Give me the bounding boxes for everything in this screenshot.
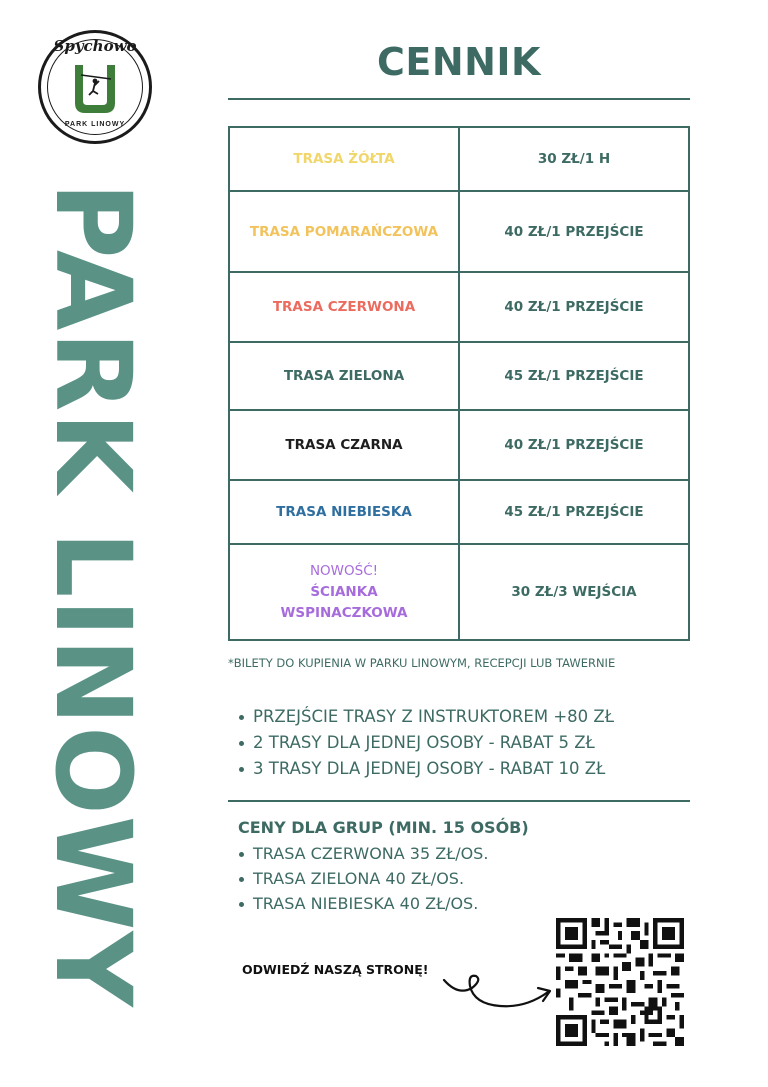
route-name — [230, 545, 460, 639]
route-price: 45 ZŁ/1 PRZEJŚCIE — [504, 504, 644, 520]
route-price: 30 ZŁ/3 WEJŚCIA — [511, 584, 637, 600]
title-divider — [228, 98, 690, 100]
table-row — [230, 481, 688, 545]
table-row — [230, 273, 688, 343]
list-item: 2 TRASY DLA JEDNEJ OSOBY - RABAT 5 ZŁ — [238, 730, 614, 756]
route-name: TRASA CZERWONA — [230, 273, 460, 341]
park-logo — [38, 30, 152, 144]
route-name: TRASA ZIELONA — [230, 343, 460, 409]
route-price: 40 ZŁ/1 PRZEJŚCIE — [504, 223, 644, 240]
route-price: 40 ZŁ/1 PRZEJŚCIE — [504, 437, 644, 453]
route-name: TRASA NIEBIESKA — [230, 481, 460, 543]
new-badge: NOWOŚĆ! — [309, 562, 379, 579]
arrow-icon — [440, 972, 556, 1018]
page-title: CENNIK — [376, 40, 542, 84]
footnote: *BILETY DO KUPIENIA W PARKU LINOWYM, RECEPCJI LUB TAWERNIE — [228, 656, 616, 670]
route-price: 30 ZŁ/1 H — [537, 151, 611, 167]
list-item: 3 TRASY DLA JEDNEJ OSOBY - RABAT 10 ZŁ — [238, 756, 614, 782]
route-name: TRASA ŻÓŁTA — [230, 128, 460, 190]
route-price: 40 ZŁ/1 PRZEJŚCIE — [504, 299, 644, 315]
group-list — [238, 841, 488, 916]
vertical-title — [32, 170, 154, 1020]
route-name-line: WSPINACZKOWA — [280, 604, 408, 621]
qr-code-icon[interactable] — [556, 918, 684, 1046]
logo-subtitle: PARK LINOWY — [64, 121, 126, 128]
route-name: TRASA CZARNA — [230, 411, 460, 479]
route-price: 45 ZŁ/1 PRZEJŚCIE — [504, 368, 644, 384]
climber-icon — [71, 63, 119, 115]
list-item: PRZEJŚCIE TRASY Z INSTRUKTOREM +80 ZŁ — [238, 704, 614, 730]
list-item: TRASA ZIELONA 40 ZŁ/OS. — [238, 866, 488, 891]
table-row — [230, 545, 688, 639]
route-name-line: ŚCIANKA — [310, 583, 378, 600]
visit-text: ODWIEDŹ NASZĄ STRONĘ! — [242, 962, 429, 977]
section-divider — [228, 800, 690, 802]
extras-list — [238, 704, 614, 782]
table-row — [230, 192, 688, 273]
route-name: TRASA POMARAŃCZOWA — [230, 192, 460, 271]
price-table — [228, 126, 690, 641]
list-item: TRASA NIEBIESKA 40 ZŁ/OS. — [238, 891, 488, 916]
logo-brand-text: Spychowo — [53, 37, 137, 55]
table-row — [230, 343, 688, 411]
group-heading: CENY DLA GRUP (MIN. 15 OSÓB) — [238, 818, 529, 837]
table-row — [230, 128, 688, 192]
vertical-title-text: PARK LINOWY — [32, 182, 154, 1008]
list-item: TRASA CZERWONA 35 ZŁ/OS. — [238, 841, 488, 866]
table-row — [230, 411, 688, 481]
